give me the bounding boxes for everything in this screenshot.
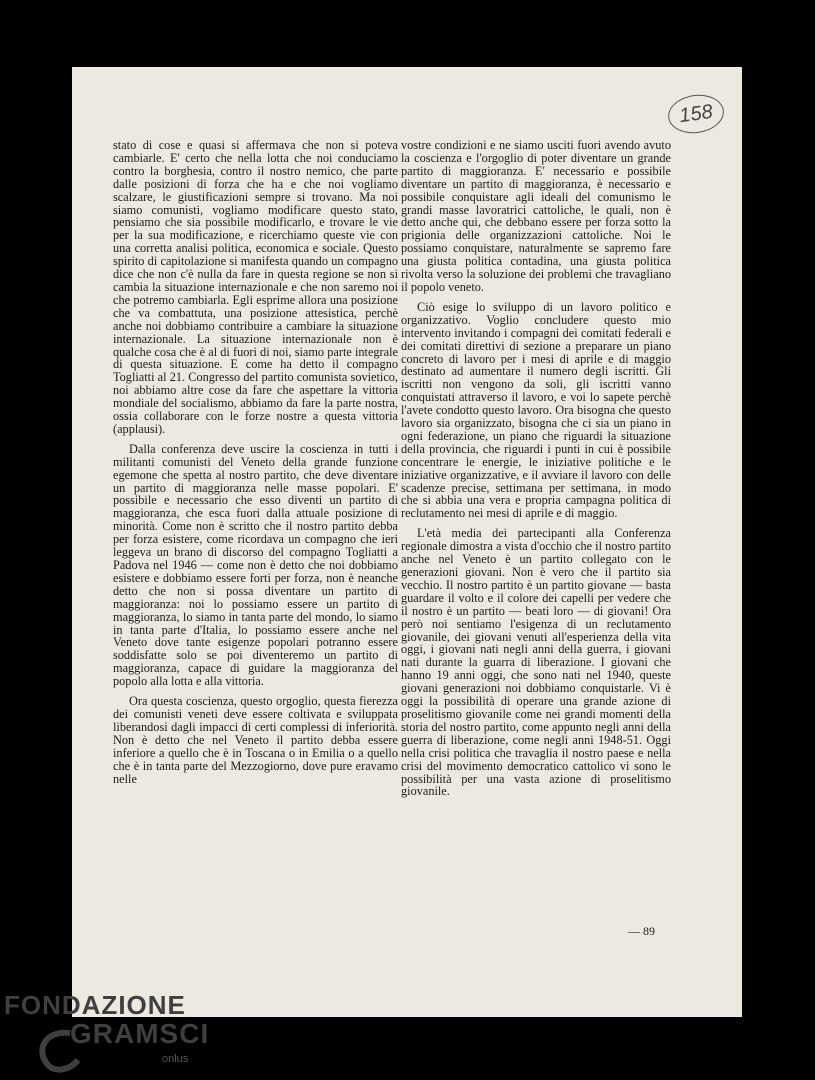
fondazione-gramsci-watermark	[0, 985, 220, 1080]
page-number: — 89	[628, 924, 655, 938]
right-text-column	[401, 139, 671, 805]
handwritten-folio-number: 158	[666, 91, 727, 136]
watermark-line-3: onlus	[162, 1053, 189, 1065]
watermark-line-1: FONDAZIONE	[4, 990, 186, 1020]
paragraph: Dalla conferenza deve uscire la coscienza in tutti i militanti comunisti del Veneto della grande funzione egemone che spetta al nostro partito, che deve diventare un partito di maggioranza nelle masse popolari. E' possibile e necessario che esso diventi un partito di maggioranza, che esca fuori dalla attuale posizione di minorità. Come non è scritto che il nostro partito debba per forza esistere, come ricordava un compagno che ieri leggeva un brano di discorso del compagno Togliatti a Padova nel 1946 — come non è detto che noi dobbiamo esistere e dobbiamo essere forti per forza, non è neanche detto che non si possa diventare un partito di maggioranza: noi lo possiamo essere un partito di maggioranza, lo siamo in tanta parte del mondo, lo siamo in tanta parte d'Italia, lo possiamo essere anche nel Veneto dove tante esigenze popolari potranno essere soddisfatte solo se poi diventeremo un partito di maggioranza, capace di guidare la maggioranza del popolo alla lotta e alla vittoria.	[113, 441, 398, 689]
left-text-column	[113, 139, 398, 792]
paragraph: Ciò esige lo sviluppo di un lavoro politico e organizzativo. Voglio concludere questo mio intervento invitando i compagni dei comitati federali e dei comitati direttivi di sezione a preparare un piano concreto di lavoro per i mesi di aprile e di maggio destinato ad aumentare il numero degli iscritti. Gli iscritti non vengono da soli, gli iscritti vanno conquistati attraverso il lavoro, e voi lo sapete perchè l'avete condotto questo lavoro. Ora bisogna che questo lavoro sia organizzato, bisogna che ci sia un piano in ogni federazione, un piano che riguardi la situazione della provincia, che riguardi i punti in cui è possibile concentrare le energie, le iniziative politiche e le iniziative organizzative, e il avviare il lavoro con delle scadenze precise, settimana per settimana, in modo che si abbia una vera e propria campagna politica di reclutamento nei mesi di aprile e di maggio.	[401, 299, 671, 521]
paragraph: Ora questa coscienza, questo orgoglio, questa fierezza dei comunisti veneti deve essere coltivata e sviluppata liberandosi dagli impacci di certi complessi di inferiorità. Non è detto che nel Veneto il partito debba essere inferiore a quello che è in Toscana o in Emilia o a quello che è in tanta parte del Mezzogiorno, dove pure eravamo nelle	[113, 694, 398, 786]
paragraph: vostre condizioni e ne siamo usciti fuori avendo avuto la coscienza e l'orgoglio di poter diventare un grande partito di maggioranza. E' necessario e possibile diventare un partito di maggioranza, è necessario e possibile conquistare agli ideali del comunismo le grandi masse lavoratrici cattoliche, le quali, non è detto anche qui, che debbano essere per forza sotto la prigionia delle organizzazioni cattoliche. Noi le possiamo conquistare, naturalmente se sapremo fare una giusta politica contadina, una giusta politica rivolta verso la soluzione dei problemi che travagliano il popolo veneto.	[401, 138, 671, 294]
paragraph: stato di cose e quasi si affermava che non si poteva cambiarle. E' certo che nella lotta che noi conduciamo contro la borghesia, contro il nostro nemico, che parte dalle posizioni di forza che ha e che noi vogliamo scalzare, le giustificazioni sempre si trovano. Ma noi siamo comunisti, vogliamo modificare questo stato, pensiamo che sia possibile modificarlo, e trovare le vie per la sua modificazione, e ricerchiamo queste vie con una corretta analisi politica, economica e sociale. Questo spirito di capitolazione si manifesta quando un compagno dice che non c'è nulla da fare in questa regione se non si cambia la situazione internazionale e che non saremo noi che potremo cambiarla. Egli esprime allora una posizione che va combattuta, una posizione attesistica, perchè anche noi dobbiamo contribuire a cambiare la situazione internazionale. La situazione internazionale non è qualche cosa che è al di fuori di noi, siamo parte integrale di questa situazione. E come ha detto il compagno Togliatti al 21. Congresso del partito comunista sovietico, noi abbiamo altre cose da fare che aspettare la vittoria mondiale del socialismo, abbiamo da fare la parte nostra, ossia collaborare con le forze nostre a questa vittoria (applausi).	[113, 138, 398, 436]
watermark-line-2: GRAMSCI	[70, 1018, 210, 1049]
paragraph: L'età media dei partecipanti alla Conferenza regionale dimostra a vista d'occhio che il nostro partito anche nel Veneto è un partito collegato con le generazioni giovani. Non è vero che il partito sia vecchio. Il nostro partito è un partito giovane — basta guardare il volto e il colore dei capelli per vedere che il nostro è un partito — beati loro — di giovani! Ora però noi sentiamo l'esigenza di un reclutamento giovanile, dei giovani venuti all'esperienza della vita oggi, i giovani nati negli anni della guerra, i giovani nati durante la guarra di liberazione. I giovani che hanno 19 anni oggi, che sono nati nel 1940, queste giovani generazioni noi dobbiamo conquistarle. Vi è oggi la possibilità di operare una grande azione di proselitismo giovanile come nei grandi momenti della storia del nostro partito, come appunto negli anni della guerra di liberazione, come negli anni 1948-51. Oggi nella crisi politica che travaglia il nostro paese e nella crisi del movimento democratico cattolico vi sono le possibilità per una vasta azione di proselitismo giovanile.	[401, 526, 671, 799]
document-page	[72, 67, 742, 1017]
